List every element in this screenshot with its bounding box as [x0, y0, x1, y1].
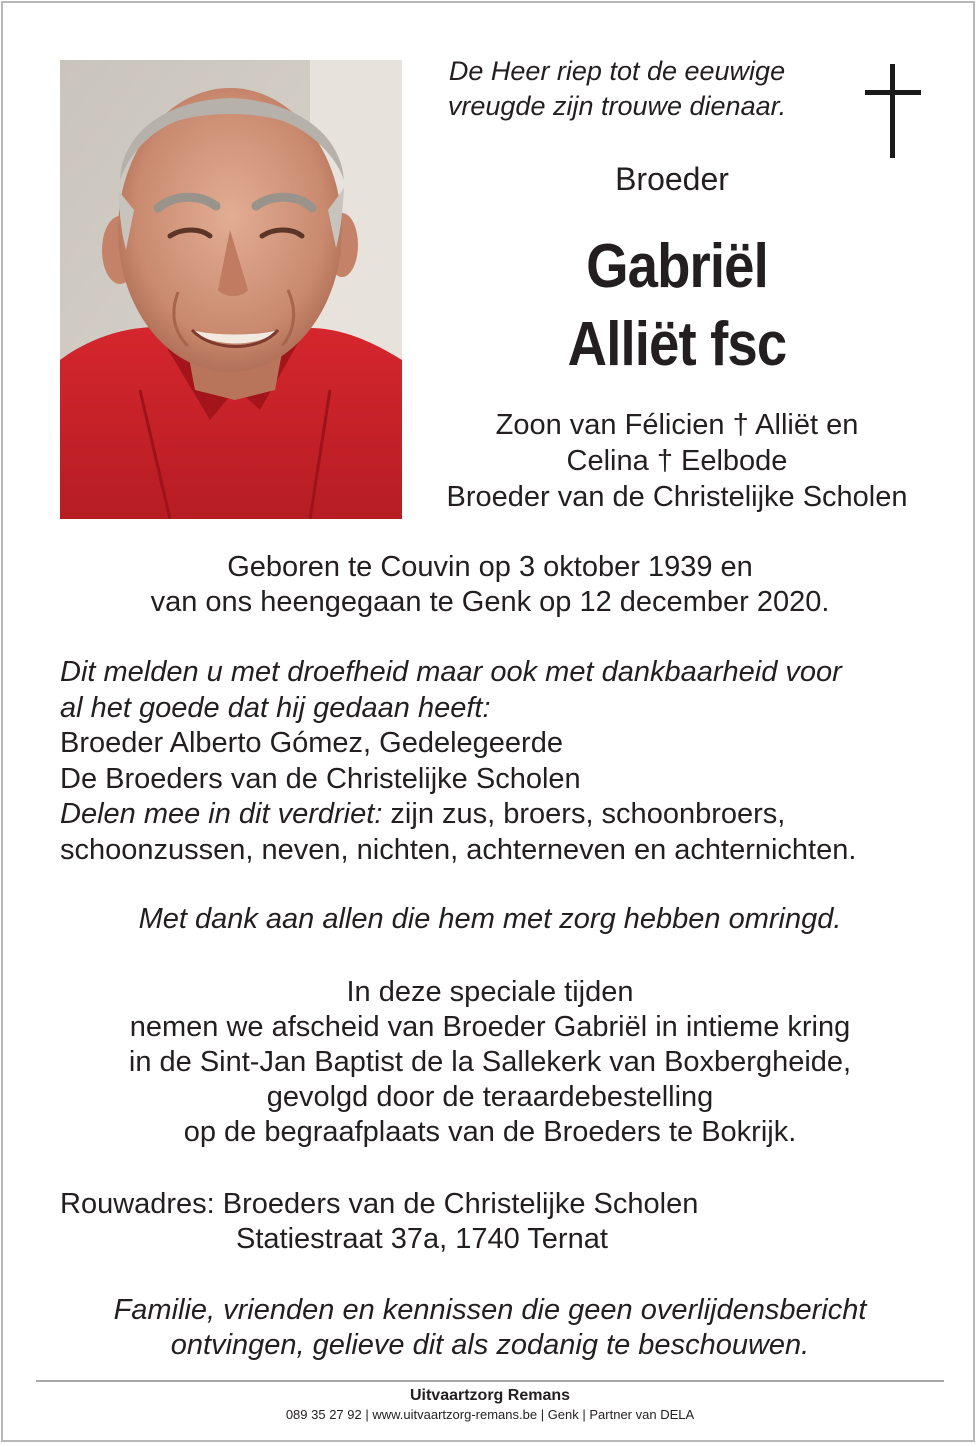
quote-line: De Heer riep tot de eeuwige: [448, 56, 786, 86]
separator: |: [537, 1407, 548, 1422]
first-name: Gabriël: [586, 232, 768, 301]
birth-death-info: [0, 550, 980, 620]
portrait-photo: [60, 60, 402, 519]
ceremony-line: in de Sint-Jan Baptist de la Sallekerk van Boxbergheide,: [128, 1046, 852, 1078]
share-text: zijn zus, broers, schoonbroers,: [382, 798, 786, 830]
cross-icon: [865, 64, 921, 158]
notice-line: Familie, vrienden en kennissen die geen overlijdensbericht: [113, 1294, 867, 1326]
mourning-address: [60, 1187, 860, 1257]
portrait-illustration: [60, 60, 402, 519]
address-line: Rouwadres: Broeders van de Christelijke Scholen: [60, 1188, 699, 1220]
deceased-name: [444, 228, 910, 384]
title-label: Broeder: [615, 161, 729, 197]
bible-quote: [412, 54, 822, 124]
parents-line: Zoon van Félicien † Alliët en: [495, 409, 859, 441]
announcement: [60, 655, 960, 868]
funeral-home-name: Uitvaartzorg Remans: [409, 1387, 571, 1404]
cross-vertical-bar: [890, 64, 895, 158]
ceremony-info: [0, 975, 980, 1150]
cross-horizontal-bar: [865, 90, 921, 95]
address-line: Statiestraat 37a, 1740 Ternat: [236, 1223, 608, 1255]
notice: [0, 1293, 980, 1363]
signatory: De Broeders van de Christelijke Scholen: [60, 762, 581, 795]
birth-line: Geboren te Couvin op 3 oktober 1939 en: [227, 551, 753, 583]
ceremony-line: In deze speciale tijden: [346, 976, 634, 1008]
order-line: Broeder van de Christelijke Scholen: [446, 481, 908, 513]
announcement-intro: Dit melden u met droefheid maar ook met dankbaarheid voor: [60, 656, 842, 688]
ceremony-line: op de begraafplaats van de Broeders te Bokrijk.: [183, 1116, 797, 1148]
footer-divider: [36, 1380, 944, 1382]
partner: Partner van DELA: [589, 1407, 695, 1422]
website-link[interactable]: www.uitvaartzorg-remans.be: [372, 1407, 538, 1422]
quote-line: vreugde zijn trouwe dienaar.: [447, 91, 787, 121]
share-label: Delen mee in dit verdriet:: [60, 798, 383, 830]
death-line: van ons heengegaan te Genk op 12 december 2020.: [150, 586, 830, 618]
notice-line: ontvingen, gelieve dit als zodanig te beschouwen.: [170, 1329, 810, 1361]
share-line: [60, 797, 960, 833]
share-line: schoonzussen, neven, nichten, achterneven en achternichten.: [60, 833, 857, 866]
parents-line: Celina † Eelbode: [566, 445, 788, 477]
parents-info: [412, 407, 942, 515]
ceremony-line: nemen we afscheid van Broeder Gabriël in intieme kring: [129, 1011, 851, 1043]
city: Genk: [547, 1407, 579, 1422]
separator: |: [361, 1407, 373, 1422]
signatory: Broeder Alberto Gómez, Gedelegeerde: [60, 727, 563, 759]
funeral-home-contact: [0, 1406, 980, 1424]
announcement-intro: al het goede dat hij gedaan heeft:: [60, 691, 491, 724]
phone-number: 089 35 27 92: [285, 1407, 362, 1422]
thanks-line: Met dank aan allen die hem met zorg hebben omringd.: [138, 903, 842, 935]
separator: |: [578, 1407, 590, 1422]
ceremony-line: gevolgd door de teraardebestelling: [266, 1081, 714, 1113]
last-name: Alliët fsc: [567, 310, 787, 379]
